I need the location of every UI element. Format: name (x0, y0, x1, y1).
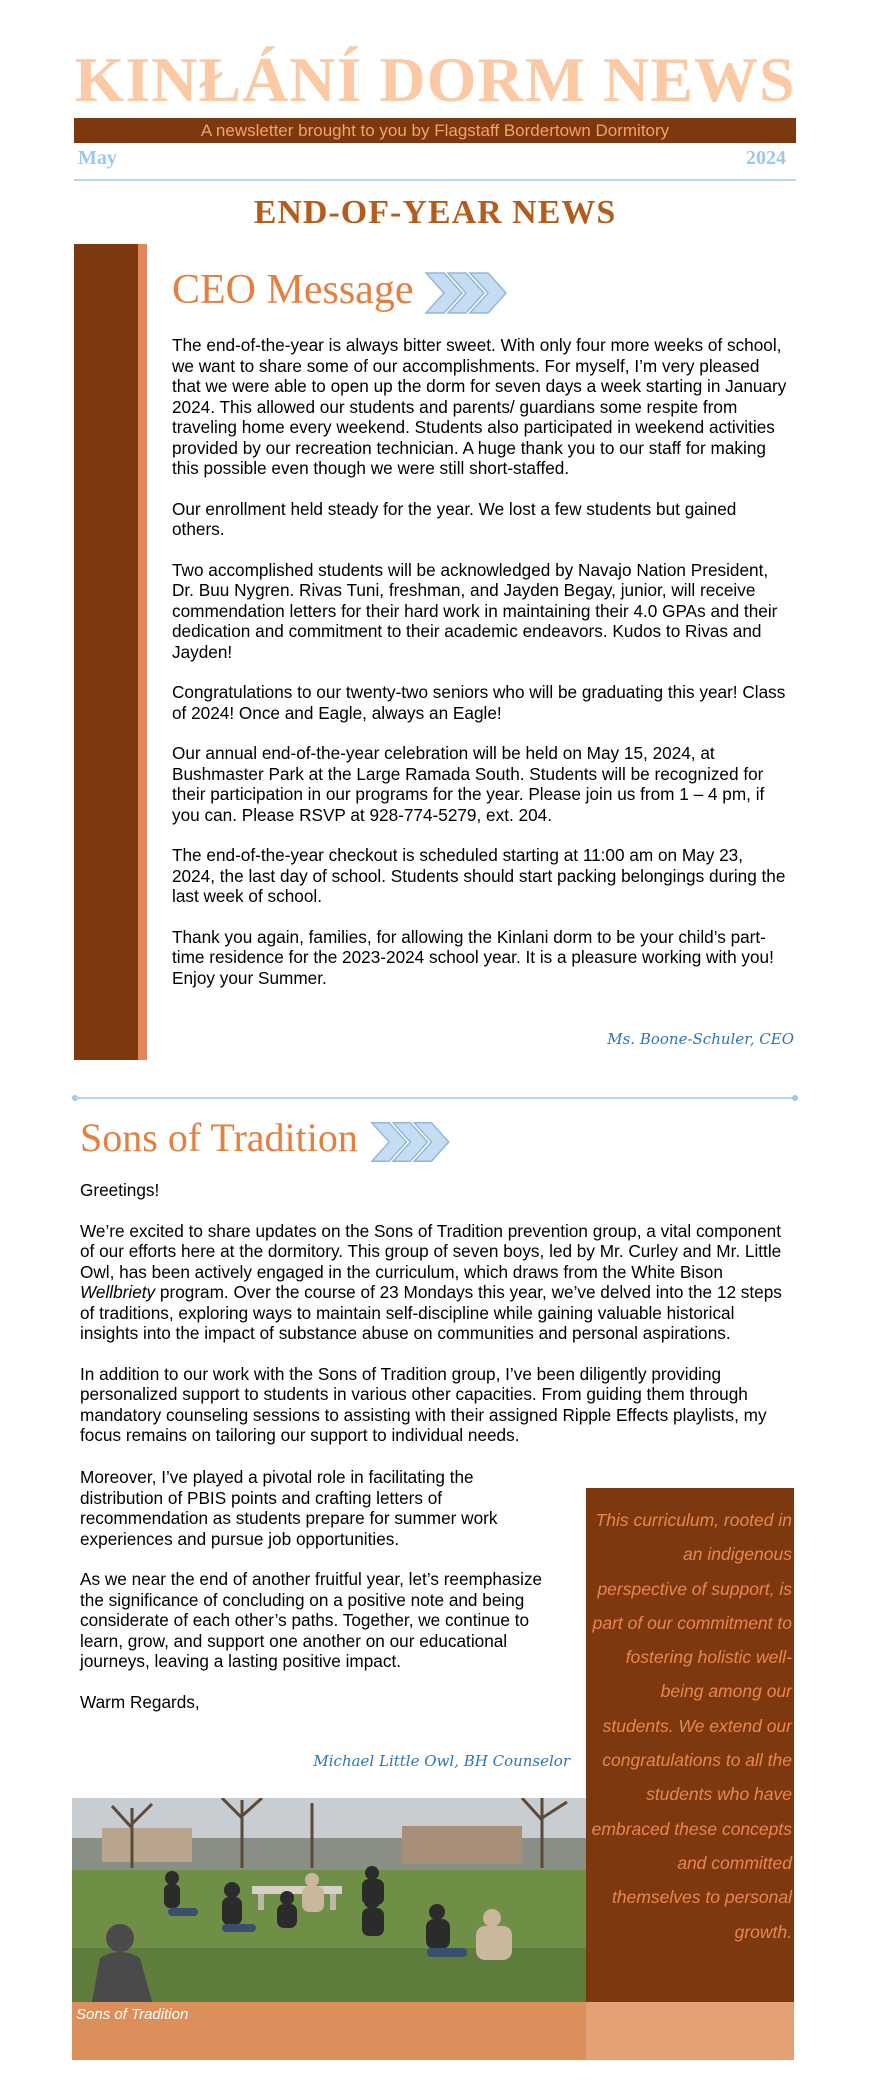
pull-quote-strip (586, 2002, 794, 2060)
sot-paragraph: As we near the end of another fruitful year, let’s reemphasize the significance of concluding on a positive note and being considerate of each other’s paths. Together, we continue to learn, grow, and support one another on our educational journeys, leaving a lasting positive impact. (80, 1569, 543, 1671)
sot-closing: Warm Regards, (80, 1691, 200, 1712)
issue-year: 2024 (746, 147, 786, 169)
divider-top (74, 179, 796, 181)
sot-title-text: Sons of Tradition (80, 1115, 358, 1160)
sot-body-lower (80, 1467, 552, 1732)
sot-greeting: Greetings! (80, 1180, 160, 1200)
ceo-paragraph: Our annual end-of-the-year celebration will be held on May 15, 2024, at Bushmaster Park at the Large Ramada South. Students will be recognized for their participation in our programs for the year. Please join us from 1 – 4 pm, if you can. Please RSVP at 928-774-5279, ext. 204. (172, 743, 765, 825)
ceo-sidebar-bar (74, 244, 138, 1060)
tagline-bar: A newsletter brought to you by Flagstaff Bordertown Dormitory (74, 118, 796, 143)
sot-paragraph (80, 1221, 792, 1344)
divider-dot-right (792, 1095, 798, 1101)
photo-caption: Sons of Tradition (76, 2006, 189, 2023)
photo-illustration (72, 1798, 586, 2002)
sot-paragraph: Moreover, I’ve played a pivotal role in facilitating the distribution of PBIS points and crafting letters of recommendation as students prepare for summer work experiences and pursue job opportunities. (80, 1467, 498, 1549)
newsletter-title: KINŁÁNÍ DORM NEWS (74, 44, 796, 115)
ceo-paragraph: The end-of-the-year checkout is scheduled starting at 11:00 am on May 23, 2024, the last day of school. Students should start packing belongings during the last week of school. (172, 845, 786, 906)
sot-paragraph: In addition to our work with the Sons of Tradition group, I’ve been diligently providing personalized support to students in various other capacities. From guiding them through mandatory counseling sessions to assisting with their assigned Ripple Effects playlists, my focus remains on tailoring our support to individual needs. (80, 1363, 767, 1445)
sot-signature: Michael Little Owl, BH Counselor (313, 1752, 570, 1770)
sot-p1-text-end: program. Over the course of 23 Mondays this year, we’ve delved into the 12 steps of traditions, exploring ways to maintain self-discipline while gaining valuable historical insights into the impact of substance abuse on communities and personal aspirations. (80, 1282, 782, 1343)
issue-month: May (78, 147, 117, 169)
sons-of-tradition-title (80, 1110, 468, 1167)
sons-of-tradition-photo (72, 1798, 586, 2002)
ceo-paragraph: Our enrollment held steady for the year. We lost a few students but gained others. (172, 498, 737, 539)
ceo-paragraph: The end-of-the-year is always bitter sweet. With only four more weeks of school, we want to share some of our accomplishments. For myself, I’m very pleased that we were able to open up the dorm for seven days a week starting in January 2024. This allowed our students and parents/ guardians some respite from traveling home every weekend. Students also participated in weekend activities provided by our recreation technician. A huge thank you to our staff for making this possible even though we were still short-staffed. (172, 335, 787, 478)
chevrons-right-icon (368, 1117, 468, 1167)
section-heading: END-OF-YEAR NEWS (253, 194, 617, 231)
ceo-message-title (172, 262, 524, 319)
ceo-signature: Ms. Boone-Schuler, CEO (607, 1030, 794, 1048)
sot-body-upper (80, 1180, 792, 1446)
wellbriety-emphasis: Wellbriety (80, 1282, 156, 1302)
ceo-paragraph: Congratulations to our twenty-two seniors who will be graduating this year! Class of 2024! Once and Eagle, always an Eagle! (172, 682, 786, 723)
divider-middle (74, 1097, 796, 1099)
chevrons-right-icon (424, 267, 524, 319)
ceo-title-text: CEO Message (172, 267, 414, 313)
ceo-message-body (172, 335, 788, 1008)
ceo-paragraph: Two accomplished students will be acknowledged by Navajo Nation President, Dr. Buu Nygren. Rivas Tuni, freshman, and Jayden Begay, junior, will receive commendation letters for their hard work in maintaining their 4.0 GPAs and their dedication and commitment to their academic endeavors. Kudos to Rivas and Jayden! (172, 559, 778, 662)
sot-p1-text: We’re excited to share updates on the Sons of Tradition prevention group, a vital component of our efforts here at the dormitory. This group of seven boys, led by Mr. Curley and Mr. Little Owl, has been actively engaged in the curriculum, which draws from the White Bison (80, 1220, 782, 1282)
pull-quote-text: This curriculum, rooted in an indigenous perspective of support, is part of our commitment to fostering holistic well-being among our students. We extend our congratulations to all the students who have embraced these concepts and committed themselves to personal growth. (591, 1510, 792, 1942)
ceo-paragraph: Thank you again, families, for allowing the Kinlani dorm to be your child’s part-time residence for the 2023-2024 school year. It is a pleasure working with you! Enjoy your Summer. (172, 926, 774, 988)
ceo-sidebar-accent (138, 244, 147, 1060)
